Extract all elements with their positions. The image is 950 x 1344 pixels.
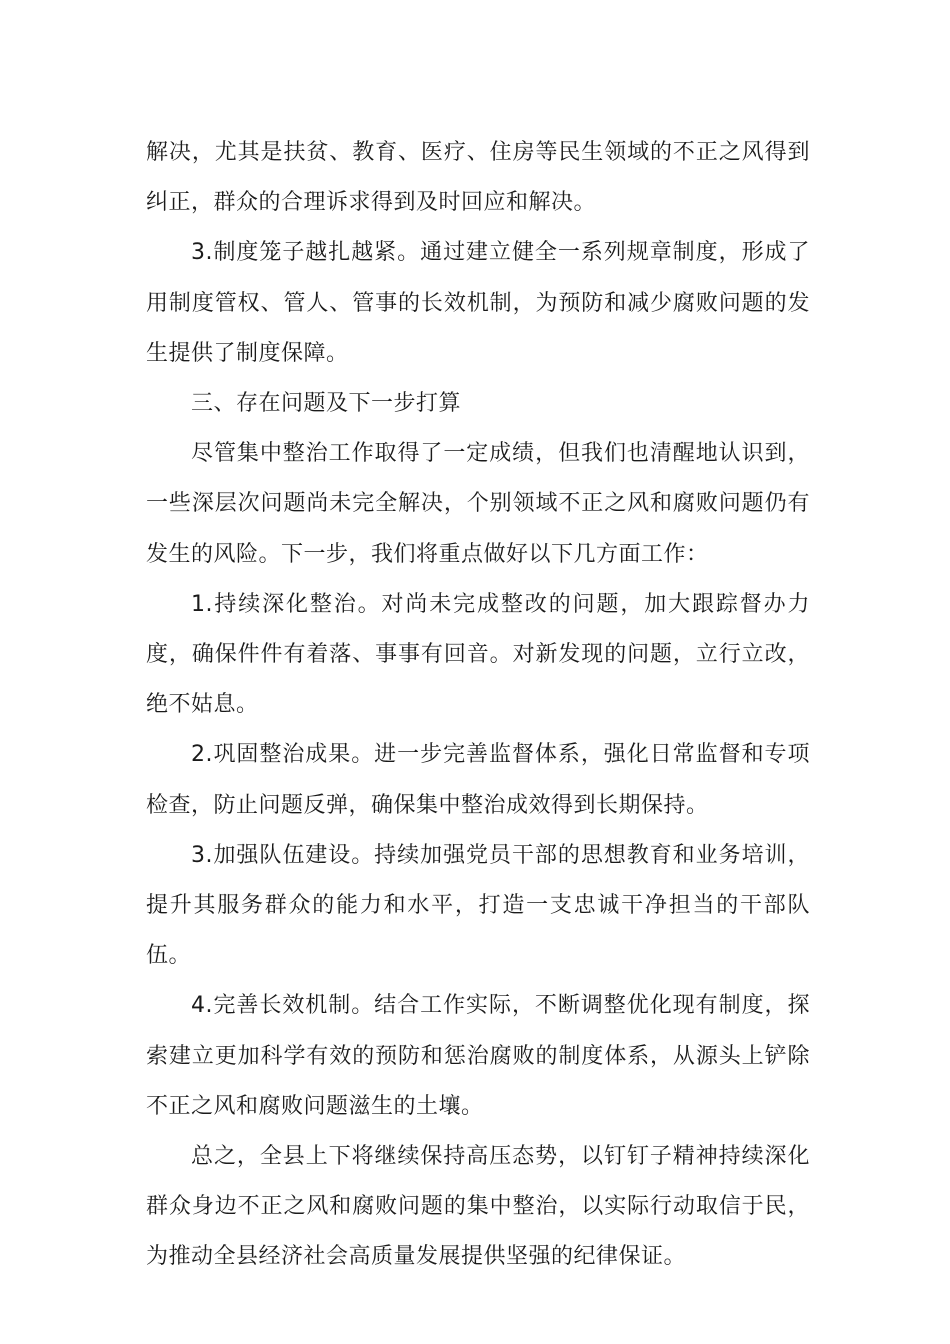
section-heading-3: 三、存在问题及下一步打算	[191, 391, 462, 417]
paragraph-item-3-team: 3.加强队伍建设。持续加强党员干部的思想教育和业务培训，提升其服务群众的能力和水平，打造一支忠诚干净担当的干部队伍。	[146, 842, 810, 969]
paragraph-item-1-deepen: 1.持续深化整治。对尚未完成整改的问题，加大跟踪督办力度，确保件件有着落、事事有回音。对新发现的问题，立行立改，绝不姑息。	[146, 591, 810, 718]
paragraph-item-3-system: 3.制度笼子越扎越紧。通过建立健全一系列规章制度，形成了用制度管权、管人、管事的长效机制，为预防和减少腐败问题的发生提供了制度保障。	[146, 240, 810, 366]
paragraph-item-4-mechanism: 4.完善长效机制。结合工作实际，不断调整优化现有制度，探索建立更加科学有效的预防和惩治腐败的制度体系，从源头上铲除不正之风和腐败问题滋生的土壤。	[146, 993, 810, 1119]
paragraph-item-2-consolidate: 2.巩固整治成果。进一步完善监督体系，强化日常监督和专项检查，防止问题反弹，确保集中整治成效得到长期保持。	[146, 742, 810, 818]
paragraph-problems: 尽管集中整治工作取得了一定成绩，但我们也清醒地认识到，一些深层次问题尚未完全解决，个别领域不正之风和腐败问题仍有发生的风险。下一步，我们将重点做好以下几方面工作：	[146, 441, 810, 567]
paragraph-continuation: 解决，尤其是扶贫、教育、医疗、住房等民生领域的不正之风得到纠正，群众的合理诉求得到及时回应和解决。	[146, 140, 810, 216]
document-body	[146, 128, 810, 1283]
paragraph-conclusion: 总之，全县上下将继续保持高压态势，以钉钉子精神持续深化群众身边不正之风和腐败问题的集中整治，以实际行动取信于民，为推动全县经济社会高质量发展提供坚强的纪律保证。	[146, 1144, 810, 1270]
